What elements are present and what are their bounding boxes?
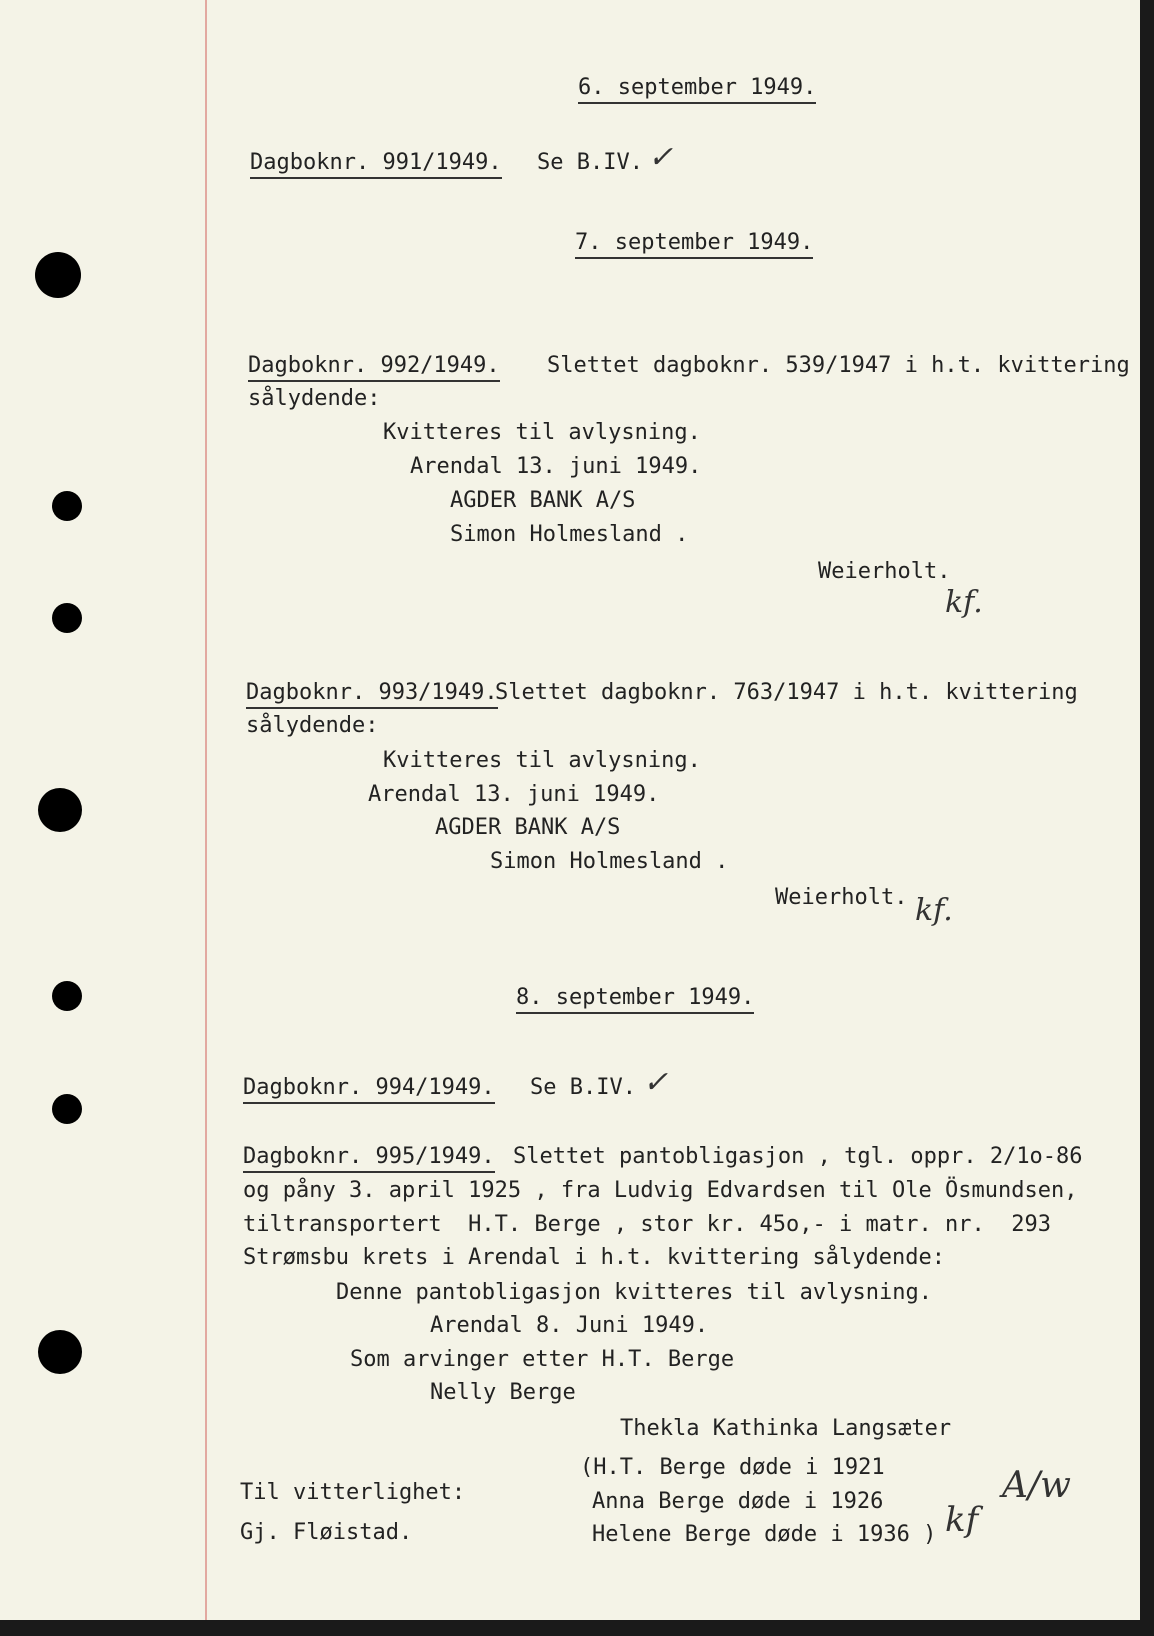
date-header: 6. september 1949.: [578, 75, 816, 104]
receipt-line: Nelly Berge: [430, 1380, 576, 1405]
entry-number: Dagboknr. 993/1949.: [246, 680, 498, 709]
handwritten-initials: kf.: [915, 893, 953, 928]
entry-number: Dagboknr. 994/1949.: [243, 1075, 495, 1104]
death-note: Anna Berge døde i 1926: [592, 1489, 884, 1514]
entry-text: Slettet dagboknr. 539/1947 i h.t. kvittering: [547, 353, 1130, 378]
receipt-line: Kvitteres til avlysning.: [383, 748, 701, 773]
death-note: Helene Berge døde i 1936 ): [592, 1522, 937, 1547]
signature-text: Weierholt.: [818, 559, 951, 584]
signature-text: Weierholt.: [775, 885, 908, 910]
death-note: (H.T. Berge døde i 1921: [580, 1455, 885, 1480]
margin-line: [205, 0, 207, 1620]
punch-hole: [35, 252, 81, 298]
receipt-line: Simon Holmesland .: [490, 849, 729, 874]
punch-hole: [38, 1330, 82, 1374]
handwritten-initials: kf: [945, 1500, 979, 1540]
entry-number: Dagboknr. 992/1949.: [248, 353, 500, 382]
entry-number: Dagboknr. 995/1949.: [243, 1144, 495, 1173]
receipt-line: Kvitteres til avlysning.: [383, 420, 701, 445]
punch-hole: [52, 491, 82, 521]
entry-text: Slettet pantobligasjon , tgl. oppr. 2/1o-86: [513, 1144, 1083, 1169]
receipt-line: AGDER BANK A/S: [435, 815, 621, 840]
witness-label: Til vitterlighet:: [240, 1480, 466, 1505]
receipt-line: Simon Holmesland .: [450, 522, 689, 547]
punch-hole: [52, 603, 82, 633]
receipt-line: Arendal 8. Juni 1949.: [430, 1313, 709, 1338]
check-mark: ✓: [648, 140, 674, 175]
entry-text: Se B.IV.: [530, 1075, 636, 1100]
receipt-line: AGDER BANK A/S: [450, 488, 636, 513]
receipt-line: Som arvinger etter H.T. Berge: [350, 1347, 735, 1372]
entry-text: og påny 3. april 1925 , fra Ludvig Edvardsen til Ole Ösmundsen,: [243, 1178, 1078, 1203]
date-header: 7. september 1949.: [575, 230, 813, 259]
entry-text: Strømsbu krets i Arendal i h.t. kvittering sålydende:: [243, 1245, 945, 1270]
punch-hole: [38, 788, 82, 832]
receipt-line: Denne pantobligasjon kvitteres til avlysning.: [336, 1280, 933, 1305]
date-header: 8. september 1949.: [516, 985, 754, 1014]
entry-text: sålydende:: [248, 386, 381, 411]
punch-hole: [52, 1094, 82, 1124]
handwritten-note: A/w: [1002, 1465, 1071, 1506]
check-mark: ✓: [643, 1065, 669, 1100]
receipt-line: Thekla Kathinka Langsæter: [620, 1416, 952, 1441]
handwritten-initials: kf.: [945, 585, 983, 620]
entry-text: tiltransportert H.T. Berge , stor kr. 45o,- i matr. nr. 293: [243, 1212, 1051, 1237]
entry-text: Slettet dagboknr. 763/1947 i h.t. kvittering: [495, 680, 1078, 705]
punch-hole: [52, 981, 82, 1011]
receipt-line: Arendal 13. juni 1949.: [368, 782, 660, 807]
entry-text: sålydende:: [246, 713, 379, 738]
entry-text: Se B.IV.: [537, 150, 643, 175]
entry-number: Dagboknr. 991/1949.: [250, 150, 502, 179]
receipt-line: Arendal 13. juni 1949.: [410, 454, 702, 479]
witness-name: Gj. Fløistad.: [240, 1520, 413, 1545]
